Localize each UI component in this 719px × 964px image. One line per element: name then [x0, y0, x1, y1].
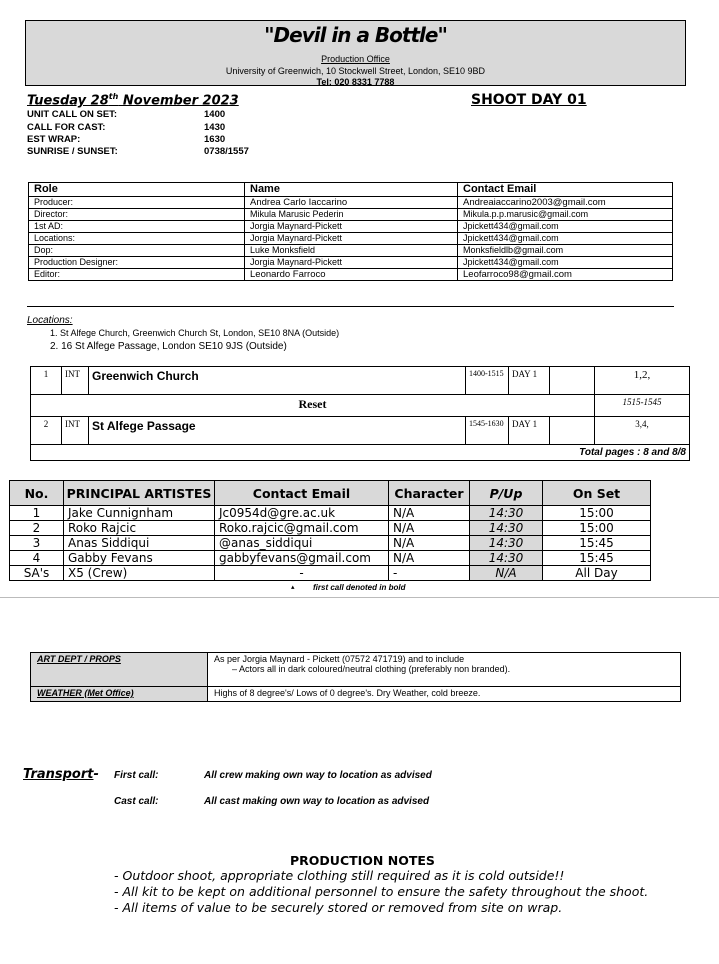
- shoot-day-label: SHOOT DAY 01: [471, 92, 587, 108]
- crew-row: [29, 221, 673, 233]
- first-call-label: First call:: [114, 770, 159, 781]
- scene-time: 1400-1515: [466, 367, 509, 395]
- artist-pickup: N/A: [470, 566, 543, 581]
- artist-name: X5 (Crew): [64, 566, 215, 581]
- art-dept-line: As per Jorgia Maynard - Pickett (07572 471719) and to include: [214, 654, 465, 664]
- call-value: 1430: [204, 122, 226, 133]
- scene-day: DAY 1: [509, 417, 550, 445]
- call-row: [27, 146, 249, 157]
- crew-name: Mikula Marusic Pederin: [245, 209, 458, 221]
- scene-blank: [550, 367, 595, 395]
- scene-pages: 1,2,: [595, 367, 690, 395]
- art-weather-table: [30, 652, 681, 702]
- artists-col-pickup: P/Up: [470, 481, 543, 506]
- artists-col-email: Contact Email: [215, 481, 389, 506]
- film-title: "Devil in a Bottle": [264, 23, 447, 47]
- office-telephone: Tel: 020 8331 7788: [316, 77, 395, 87]
- transport-dash: -: [93, 767, 99, 782]
- scene-table: [30, 366, 690, 461]
- crew-row: [29, 245, 673, 257]
- total-pages-row: [31, 445, 690, 461]
- crew-name: Jorgia Maynard-Pickett: [245, 233, 458, 245]
- transport-title: Transport: [23, 767, 94, 782]
- scene-number: 1: [31, 367, 62, 395]
- art-dept-details: [208, 653, 681, 687]
- crew-col-email: Contact Email: [458, 183, 673, 197]
- crew-table: [28, 182, 673, 281]
- production-note: - All items of value to be securely stored or removed from site on wrap.: [114, 900, 563, 915]
- scene-name: Greenwich Church: [89, 367, 466, 395]
- section-divider: [27, 306, 674, 307]
- artist-character: N/A: [389, 506, 470, 521]
- locations-title: Locations:: [27, 315, 73, 326]
- weather-text: Highs of 8 degree's/ Lows of 0 degree's. Dry Weather, cold breeze.: [208, 687, 681, 702]
- artist-row: [10, 536, 651, 551]
- scene-name: St Alfege Passage: [89, 417, 466, 445]
- artist-email[interactable]: gabbyfevans@gmail.com: [215, 551, 389, 566]
- crew-col-role: Role: [29, 183, 245, 197]
- artist-row: [10, 551, 651, 566]
- artist-no: 3: [10, 536, 64, 551]
- artist-row: [10, 521, 651, 536]
- crew-name: Jorgia Maynard-Pickett: [245, 257, 458, 269]
- artists-col-no: No.: [10, 481, 64, 506]
- crew-email[interactable]: Mikula.p.p.marusic@gmail.com: [458, 209, 673, 221]
- reset-row: [31, 395, 690, 417]
- location-item: 1. St Alfege Church, Greenwich Church St, London, SE10 8NA (Outside): [50, 328, 340, 338]
- header-box: [25, 20, 686, 86]
- scene-blank: [550, 417, 595, 445]
- artist-pickup: 14:30: [470, 536, 543, 551]
- artist-name: Anas Siddiqui: [64, 536, 215, 551]
- artists-col-name: PRINCIPAL ARTISTES: [64, 481, 215, 506]
- crew-name: Luke Monksfield: [245, 245, 458, 257]
- artist-character: -: [389, 566, 470, 581]
- scene-number: 2: [31, 417, 62, 445]
- date-suffix: th: [108, 92, 119, 101]
- artist-onset: 15:00: [543, 521, 651, 536]
- production-office-label: Production Office: [321, 54, 390, 64]
- call-value: 1630: [204, 134, 226, 145]
- artist-no: SA's: [10, 566, 64, 581]
- artist-email[interactable]: Roko.rajcic@gmail.com: [215, 521, 389, 536]
- artist-onset: All Day: [543, 566, 651, 581]
- artist-character: N/A: [389, 521, 470, 536]
- artist-onset: 15:45: [543, 551, 651, 566]
- crew-row: [29, 233, 673, 245]
- artists-col-character: Character: [389, 481, 470, 506]
- artist-onset: 15:00: [543, 506, 651, 521]
- artist-pickup: 14:30: [470, 506, 543, 521]
- page-break-line: [0, 597, 719, 598]
- artist-character: N/A: [389, 536, 470, 551]
- first-call-note: first call denoted in bold: [313, 583, 406, 592]
- crew-name: Jorgia Maynard-Pickett: [245, 221, 458, 233]
- date-day: Tuesday 28: [27, 93, 109, 109]
- scene-int-ext: INT: [62, 367, 89, 395]
- first-call-text: All crew making own way to location as advised: [204, 770, 432, 781]
- artist-name: Jake Cunnignham: [64, 506, 215, 521]
- crew-role: Producer:: [29, 197, 245, 209]
- crew-row: [29, 197, 673, 209]
- crew-role: Editor:: [29, 269, 245, 281]
- artists-table: [9, 480, 651, 581]
- artist-email: -: [215, 566, 389, 581]
- production-note: - All kit to be kept on additional personnel to ensure the safety throughout the shoot.: [114, 884, 649, 899]
- crew-role: Dop:: [29, 245, 245, 257]
- crew-email[interactable]: Jpickett434@gmail.com: [458, 221, 673, 233]
- crew-email[interactable]: Jpickett434@gmail.com: [458, 257, 673, 269]
- art-dept-label: ART DEPT / PROPS: [31, 653, 208, 687]
- crew-row: [29, 209, 673, 221]
- crew-email[interactable]: Andreaiaccarino2003@gmail.com: [458, 197, 673, 209]
- call-row: [27, 109, 225, 120]
- call-label: UNIT CALL ON SET:: [27, 109, 118, 120]
- transport-label: [23, 767, 99, 782]
- crew-name: Andrea Carlo Iaccarino: [245, 197, 458, 209]
- scene-day: DAY 1: [509, 367, 550, 395]
- cast-call-label: Cast call:: [114, 796, 159, 807]
- call-label: CALL FOR CAST:: [27, 122, 106, 133]
- artists-header-row: [10, 481, 651, 506]
- crew-role: 1st AD:: [29, 221, 245, 233]
- call-row: [27, 134, 225, 145]
- crew-row: [29, 257, 673, 269]
- crew-header-row: [29, 183, 673, 197]
- artist-character: N/A: [389, 551, 470, 566]
- call-label: SUNRISE / SUNSET:: [27, 146, 118, 157]
- crew-name: Leonardo Farroco: [245, 269, 458, 281]
- call-value: 0738/1557: [204, 146, 249, 157]
- artist-onset: 15:45: [543, 536, 651, 551]
- office-address: University of Greenwich, 10 Stockwell Street, London, SE10 9BD: [225, 66, 486, 76]
- art-dept-bullet: – Actors all in dark coloured/neutral clothing (preferably non branded).: [232, 664, 511, 674]
- crew-row: [29, 269, 673, 281]
- scene-row: [31, 417, 690, 445]
- production-notes-title: PRODUCTION NOTES: [290, 853, 435, 868]
- artist-no: 4: [10, 551, 64, 566]
- scene-int-ext: INT: [62, 417, 89, 445]
- crew-col-name: Name: [245, 183, 458, 197]
- artist-name: Gabby Fevans: [64, 551, 215, 566]
- call-value: 1400: [204, 109, 226, 120]
- weather-row: [31, 687, 681, 702]
- production-note: - Outdoor shoot, appropriate clothing still required as it is cold outside!!: [114, 868, 565, 883]
- crew-email[interactable]: Jpickett434@gmail.com: [458, 233, 673, 245]
- shoot-date: [27, 92, 239, 108]
- reset-time: 1515-1545: [595, 395, 690, 417]
- total-pages: Total pages : 8 and 8/8: [31, 445, 690, 461]
- scene-row: [31, 367, 690, 395]
- artist-no: 2: [10, 521, 64, 536]
- crew-role: Locations:: [29, 233, 245, 245]
- artist-row: [10, 506, 651, 521]
- scene-pages: 3,4,: [595, 417, 690, 445]
- crew-role: Production Designer:: [29, 257, 245, 269]
- artist-row: [10, 566, 651, 581]
- scene-time: 1545-1630: [466, 417, 509, 445]
- location-item: 2. 16 St Alfege Passage, London SE10 9JS (Outside): [50, 341, 287, 352]
- note-marker-icon: ▴: [291, 584, 295, 591]
- crew-email[interactable]: Monksfieldlb@gmail.com: [458, 245, 673, 257]
- cast-call-text: All cast making own way to location as advised: [204, 796, 430, 807]
- art-dept-row: [31, 653, 681, 687]
- artist-pickup: 14:30: [470, 521, 543, 536]
- crew-role: Director:: [29, 209, 245, 221]
- reset-label: Reset: [31, 395, 595, 417]
- call-label: EST WRAP:: [27, 134, 81, 145]
- crew-email[interactable]: Leofarroco98@gmail.com: [458, 269, 673, 281]
- weather-label: WEATHER (Met Office): [31, 687, 208, 702]
- call-row: [27, 122, 225, 133]
- artist-pickup: 14:30: [470, 551, 543, 566]
- artist-name: Roko Rajcic: [64, 521, 215, 536]
- date-rest: November 2023: [118, 93, 239, 109]
- artist-email[interactable]: Jc0954d@gre.ac.uk: [215, 506, 389, 521]
- artist-no: 1: [10, 506, 64, 521]
- artists-col-onset: On Set: [543, 481, 651, 506]
- artist-email[interactable]: @anas_siddiqui: [215, 536, 389, 551]
